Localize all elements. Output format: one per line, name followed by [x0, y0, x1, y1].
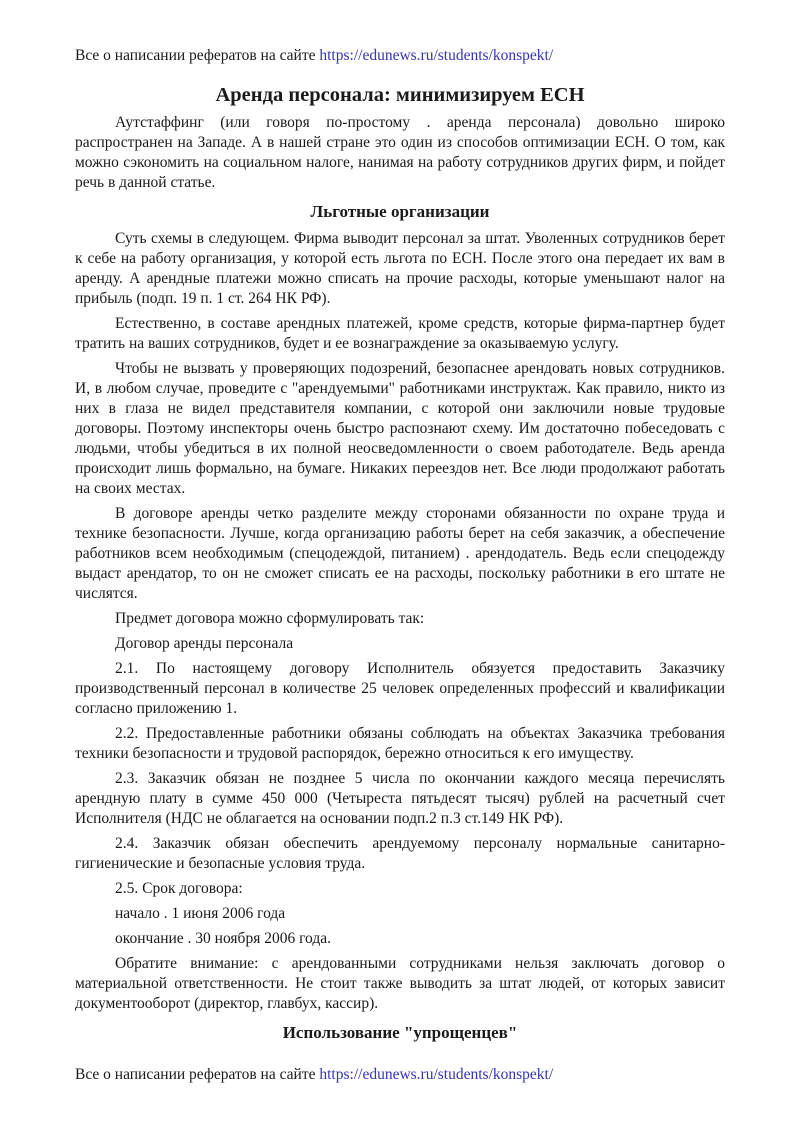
site-header-text: Все о написании рефератов на сайте — [75, 47, 320, 64]
paragraph: начало . 1 июня 2006 года — [115, 905, 286, 922]
paragraph: 2.4. Заказчик обязан обеспечить арендуемому персоналу нормальные санитарно-гигиенические и безопасные условия труда. — [75, 835, 725, 872]
paragraph: 2.1. По настоящему договору Исполнитель обязуется предоставить Заказчику производственный персонал в количестве 25 человек определенных профессий и квалификации согласно приложению 1. — [75, 660, 725, 717]
paragraph: Договор аренды персонала — [115, 635, 294, 652]
site-footer-link[interactable]: https://edunews.ru/students/konspekt/ — [319, 1066, 554, 1083]
paragraph: Обратите внимание: с арендованными сотрудниками нельзя заключать договор о материальной ответственности. Не стоит также выводить за штат людей, от которых зависит документооборот (директор, главбух, кассир). — [75, 955, 725, 1012]
site-header-line — [75, 46, 725, 66]
paragraph: В договоре аренды четко разделите между сторонами обязанности по охране труда и технике безопасности. Лучше, когда организацию работы берет на себя заказчик, а обеспечение работников всем необходимым (спецодеждой, питанием) . арендодатель. Ведь если спецодежду выдаст арендатор, то он не сможет списать ее на расходы, поскольку работники в его штате не числятся. — [75, 505, 725, 602]
paragraph: 2.5. Срок договора: — [115, 880, 243, 897]
paragraph: Суть схемы в следующем. Фирма выводит персонал за штат. Уволенных сотрудников берет к себе на работу организация, у которой есть льгота по ЕСН. После этого она передает их вам в аренду. А арендные платежи можно списать на прочие расходы, которые уменьшают налог на прибыль (подп. 19 п. 1 ст. 264 НК РФ). — [75, 230, 725, 307]
paragraph: окончание . 30 ноября 2006 года. — [115, 930, 331, 947]
paragraph: Естественно, в составе арендных платежей, кроме средств, которые фирма-партнер будет тратить на ваших сотрудников, будет и ее вознаграждение за оказываемую услугу. — [75, 315, 725, 352]
site-header-link[interactable]: https://edunews.ru/students/konspekt/ — [319, 47, 554, 64]
paragraph: Предмет договора можно сформулировать так: — [115, 610, 425, 627]
paragraph: 2.2. Предоставленные работники обязаны соблюдать на объектах Заказчика требования техники безопасности и трудовой распорядок, бережно относиться к его имуществу. — [75, 725, 725, 762]
document-title: Аренда персонала: минимизируем ЕСН — [215, 84, 585, 106]
paragraph: 2.3. Заказчик обязан не позднее 5 числа по окончании каждого месяца перечислять арендную плату в сумме 450 000 (Четыреста пятьдесят тысяч) рублей на расчетный счет Исполнителя (НДС не облагается на основании подп.2 п.3 ст.149 НК РФ). — [75, 770, 725, 827]
section-heading: Использование "упрощенцев" — [282, 1023, 518, 1042]
section-heading: Льготные организации — [310, 202, 490, 221]
document-body — [75, 113, 725, 1044]
paragraph: Чтобы не вызвать у проверяющих подозрений, безопаснее арендовать новых сотрудников. И, в любом случае, проведите с "арендуемыми" работниками инструктаж. Как правило, никто из них в глаза не видел представителя компании, с которой они заключили новые трудовые договоры. Поэтому инспекторы очень быстро распознают схему. Им достаточно побеседовать с людьми, чтобы убедиться в их полной неосведомленности о своем работодателе. Ведь аренда происходит лишь формально, на бумаге. Никаких переездов нет. Все люди продолжают работать на своих местах. — [75, 360, 725, 497]
site-footer-text: Все о написании рефератов на сайте — [75, 1066, 320, 1083]
site-footer-line — [75, 1065, 553, 1085]
paragraph: Аутстаффинг (или говоря по-простому . аренда персонала) довольно широко распространен на Западе. А в нашей стране это один из способов оптимизации ЕСН. О том, как можно сэкономить на социальном налоге, нанимая на работу сотрудников других фирм, и пойдет речь в данной статье. — [75, 114, 725, 191]
